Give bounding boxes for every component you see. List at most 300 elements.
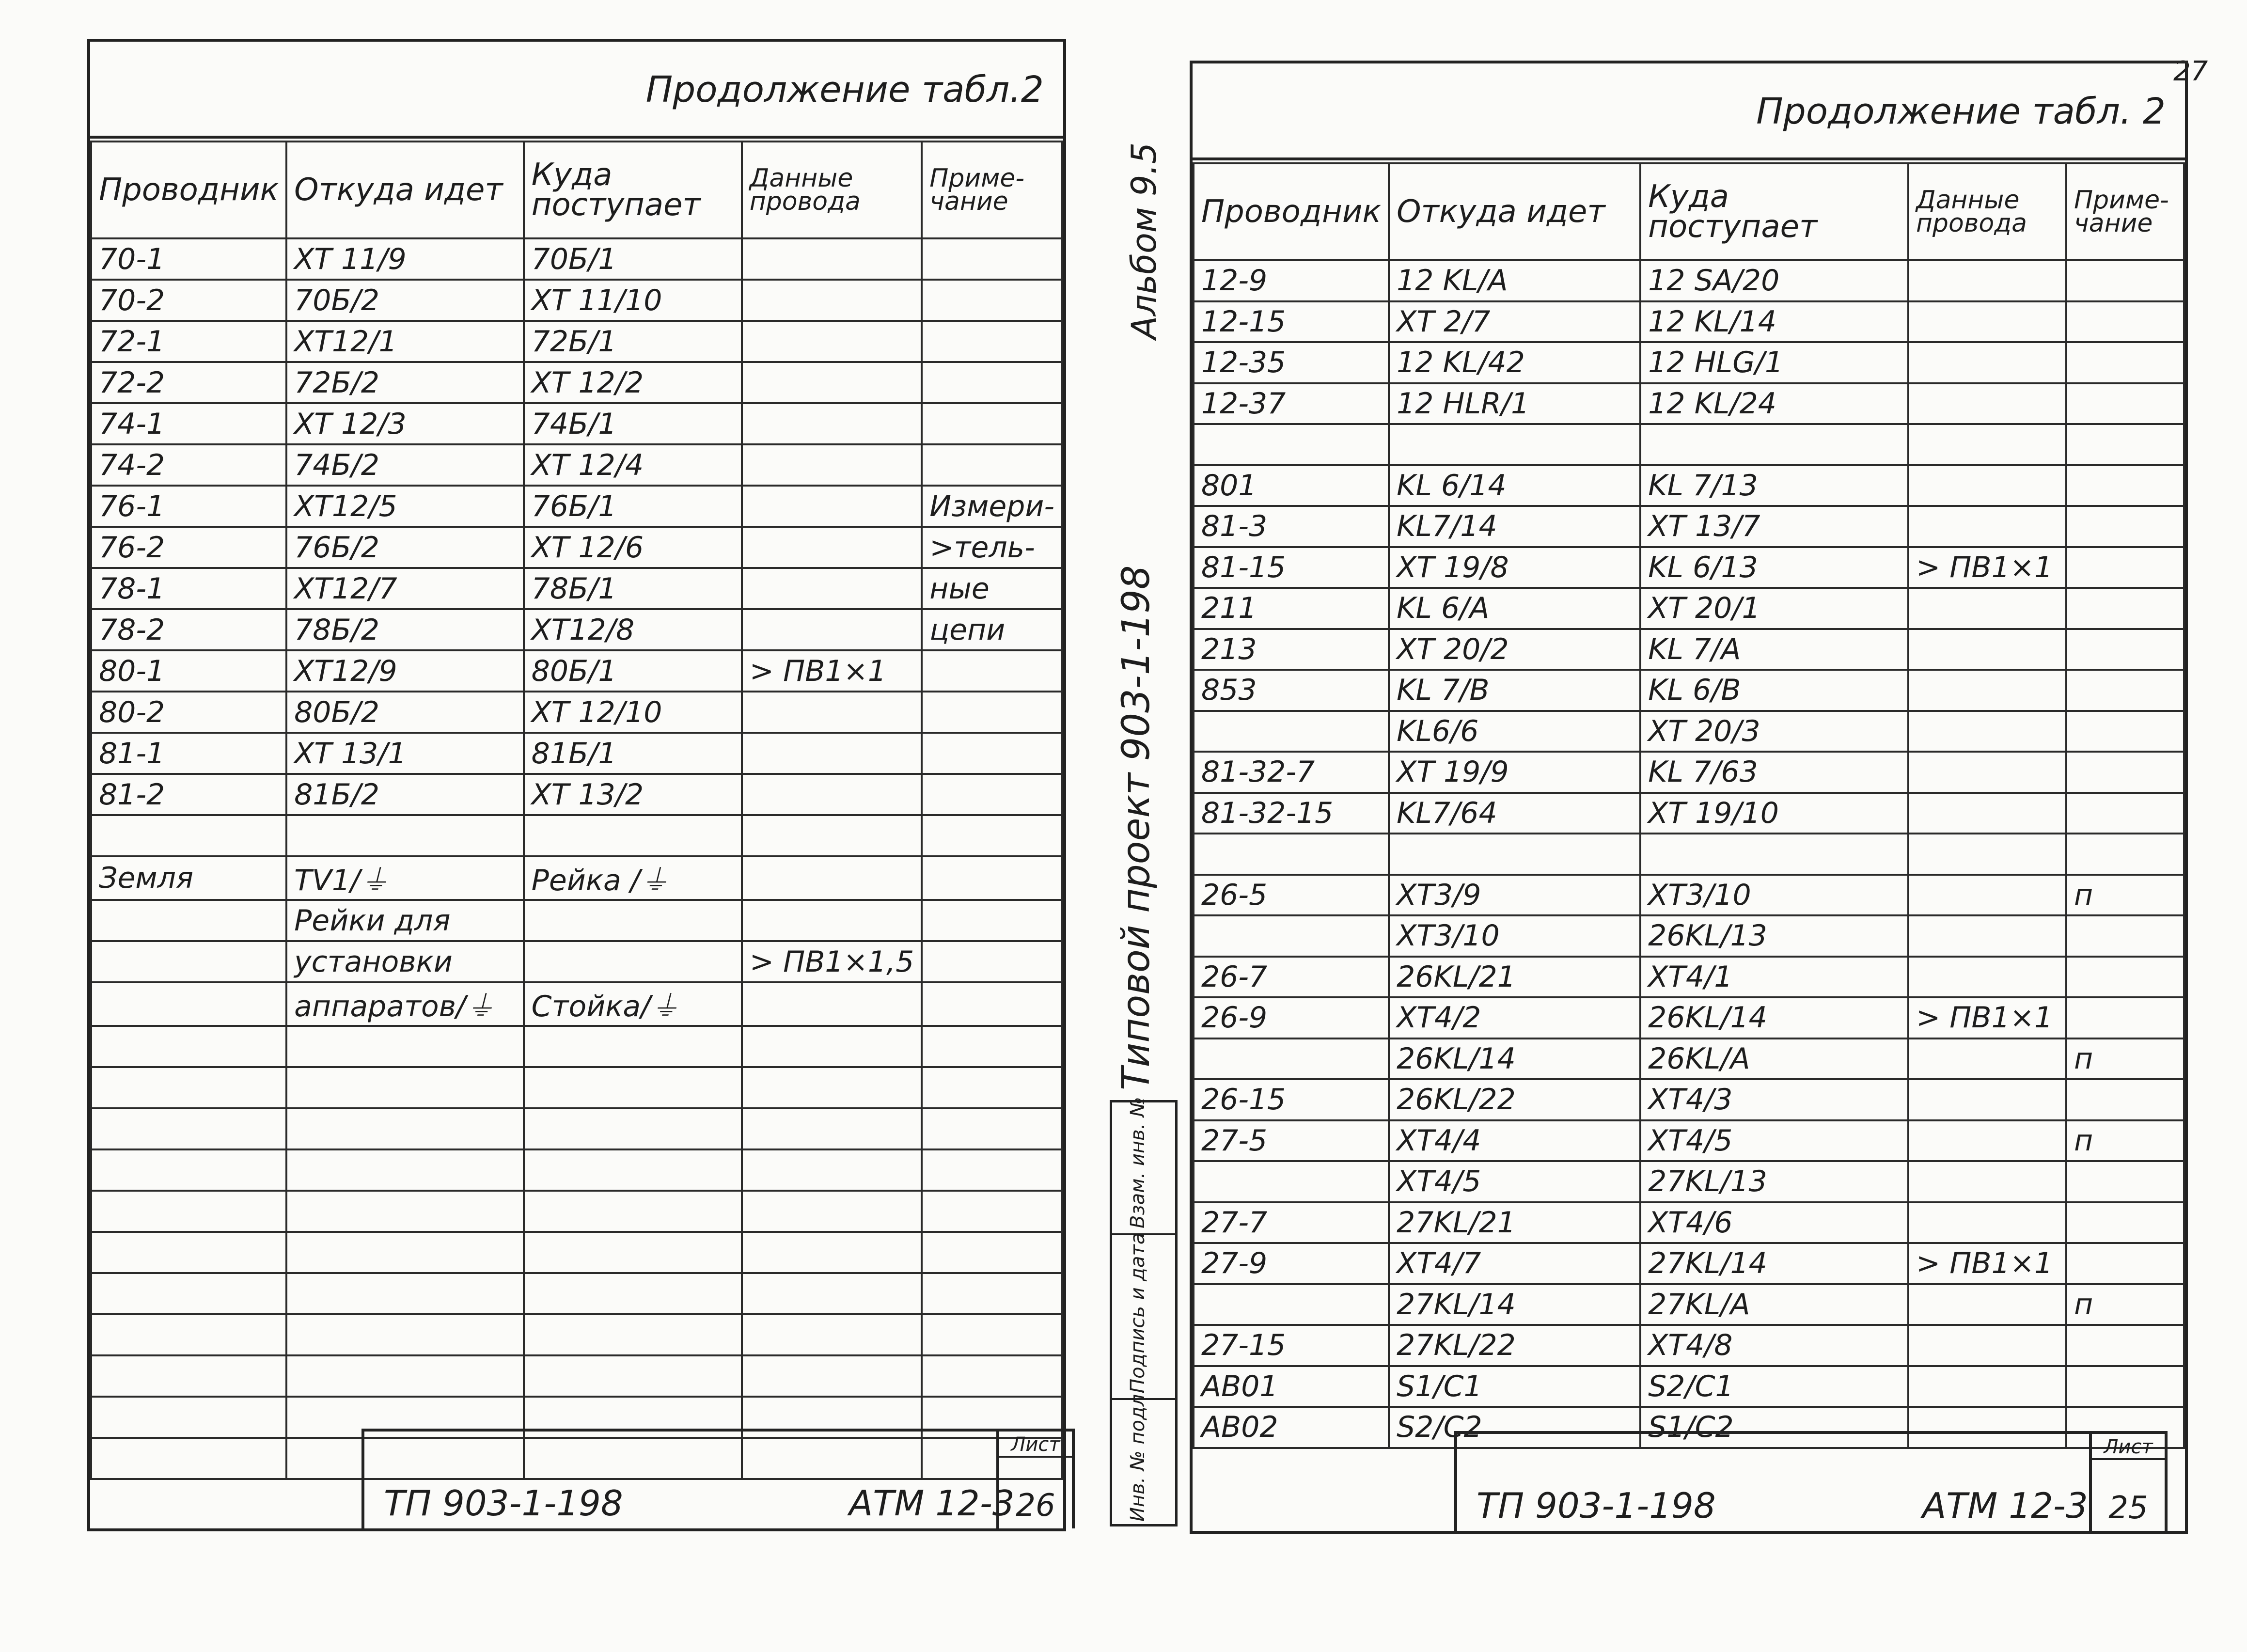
to-cell: XT 13/2: [524, 774, 742, 815]
strip-cell-original: [1112, 1388, 1175, 1526]
note-cell: [2066, 1079, 2184, 1120]
strip-cell-replacement: [1112, 1097, 1175, 1235]
conductor-cell: [1194, 1038, 1389, 1080]
from-cell: [1389, 834, 1640, 875]
right-sheet-number: 25: [2108, 1490, 2148, 1526]
spine-project-label: Типовой проект 903-1-198: [1115, 565, 1158, 1090]
note-cell: [2066, 301, 2184, 343]
conductor-cell: AB01: [1194, 1366, 1389, 1407]
to-cell: 26KL/13: [1640, 915, 1908, 957]
to-cell: [524, 815, 742, 856]
note-cell: [2066, 670, 2184, 711]
note-cell: [922, 444, 1062, 486]
table-row: [91, 1355, 1062, 1397]
to-cell: [524, 1314, 742, 1355]
to-cell: XT 12/6: [524, 527, 742, 568]
wire-data-cell: [742, 774, 922, 815]
from-cell: KL7/14: [1389, 506, 1640, 547]
table-row: [91, 568, 1062, 609]
table-row: [91, 941, 1062, 982]
from-cell: 27KL/21: [1389, 1202, 1640, 1243]
note-cell: [2066, 997, 2184, 1038]
from-cell: XT 2/7: [1389, 301, 1640, 343]
from-cell: [286, 1026, 524, 1067]
table-row: [91, 527, 1062, 568]
conductor-cell: [1194, 424, 1389, 465]
to-cell: XT 12/4: [524, 444, 742, 486]
from-cell: [286, 1191, 524, 1232]
conductor-cell: [91, 1191, 286, 1232]
table-row: [1194, 1161, 2184, 1202]
conductor-cell: 26-9: [1194, 997, 1389, 1038]
to-cell: S1/C2: [1640, 1407, 1908, 1448]
to-cell: XT4/3: [1640, 1079, 1908, 1120]
table-row: [91, 362, 1062, 403]
wire-data-cell: [1908, 506, 2066, 547]
to-cell: [524, 1026, 742, 1067]
wire-data-cell: > ПВ1×1: [1908, 1243, 2066, 1284]
to-cell: [524, 1108, 742, 1149]
conductor-cell: Земля: [91, 856, 286, 900]
table-row: [1194, 301, 2184, 343]
note-cell: [2066, 465, 2184, 506]
table-row: [1194, 506, 2184, 547]
note-cell: [922, 1067, 1062, 1108]
wire-data-cell: [742, 733, 922, 774]
conductor-cell: 81-2: [91, 774, 286, 815]
right-title-rule: [1193, 157, 2185, 160]
right-page: [1190, 61, 2188, 1534]
conductor-cell: 801: [1194, 465, 1389, 506]
to-cell: [524, 941, 742, 982]
note-cell: [922, 321, 1062, 362]
wire-data-cell: [1908, 260, 2066, 301]
from-cell: S2/C2: [1389, 1407, 1640, 1448]
right-header-row: [1194, 163, 2184, 260]
table-row: [91, 321, 1062, 362]
table-row: [1194, 342, 2184, 383]
wire-data-cell: [1908, 1161, 2066, 1202]
header-note: Приме- чание: [2066, 163, 2184, 260]
note-cell: [2066, 957, 2184, 998]
header-conductor: Проводник: [91, 142, 286, 238]
wire-data-cell: [742, 280, 922, 321]
wire-data-cell: [1908, 629, 2066, 670]
right-continuation-title: Продолжение табл. 2: [1756, 91, 2166, 132]
to-cell: [524, 1191, 742, 1232]
note-cell: [922, 692, 1062, 733]
to-cell: XT4/5: [1640, 1120, 1908, 1162]
note-cell: [922, 1026, 1062, 1067]
note-cell: п: [2066, 1038, 2184, 1080]
conductor-cell: 81-32-15: [1194, 793, 1389, 834]
conductor-cell: 12-35: [1194, 342, 1389, 383]
to-cell: KL 6/B: [1640, 670, 1908, 711]
wire-data-cell: [1908, 875, 2066, 916]
note-cell: п: [2066, 875, 2184, 916]
table-row: [1194, 915, 2184, 957]
note-cell: Измери-: [922, 486, 1062, 527]
wire-data-cell: [1908, 1079, 2066, 1120]
from-cell: XT 11/9: [286, 238, 524, 280]
from-cell: XT12/1: [286, 321, 524, 362]
to-cell: XT 20/1: [1640, 588, 1908, 629]
wire-data-cell: [1908, 915, 2066, 957]
conductor-cell: [91, 900, 286, 941]
table-row: [91, 1149, 1062, 1191]
conductor-cell: 27-5: [1194, 1120, 1389, 1162]
to-cell: [524, 1232, 742, 1273]
left-stamp-project: ТП 903-1-198: [384, 1483, 623, 1524]
header-wire-data: Данные провода: [1908, 163, 2066, 260]
left-header-row: [91, 142, 1062, 238]
wire-data-cell: [742, 403, 922, 444]
from-cell: 26KL/22: [1389, 1079, 1640, 1120]
conductor-cell: [91, 1355, 286, 1397]
from-cell: [286, 1232, 524, 1273]
to-cell: 26KL/A: [1640, 1038, 1908, 1080]
table-row: [91, 280, 1062, 321]
from-cell: 74Б/2: [286, 444, 524, 486]
note-cell: [2066, 1202, 2184, 1243]
from-cell: 81Б/2: [286, 774, 524, 815]
note-cell: [922, 856, 1062, 900]
from-cell: 12 KL/A: [1389, 260, 1640, 301]
from-cell: KL6/6: [1389, 711, 1640, 752]
header-conductor: Проводник: [1194, 163, 1389, 260]
from-cell: [286, 1067, 524, 1108]
strip-label-replacement: Взам. инв. №: [1127, 1097, 1149, 1228]
header-wire-data: Данные провода: [742, 142, 922, 238]
to-cell: Рейка /⏚: [524, 856, 742, 900]
table-row: [91, 1273, 1062, 1314]
from-cell: S1/C1: [1389, 1366, 1640, 1407]
wire-data-cell: [1908, 383, 2066, 425]
note-cell: >тель-: [922, 527, 1062, 568]
strip-cell-signature: [1112, 1233, 1175, 1400]
conductor-cell: [91, 1397, 286, 1438]
note-cell: [922, 733, 1062, 774]
note-cell: [2066, 793, 2184, 834]
to-cell: 80Б/1: [524, 650, 742, 692]
table-row: [91, 733, 1062, 774]
wire-data-cell: [742, 1232, 922, 1273]
from-cell: XT4/4: [1389, 1120, 1640, 1162]
note-cell: [922, 941, 1062, 982]
to-cell: Стойка/⏚: [524, 982, 742, 1026]
wire-data-cell: [1908, 957, 2066, 998]
wire-data-cell: [742, 238, 922, 280]
note-cell: [2066, 915, 2184, 957]
strip-label-original: Инв. № подл.: [1127, 1388, 1149, 1522]
table-row: [91, 1232, 1062, 1273]
from-cell: 72Б/2: [286, 362, 524, 403]
table-row: [1194, 424, 2184, 465]
wire-data-cell: [1908, 1284, 2066, 1325]
conductor-cell: [91, 1438, 286, 1479]
conductor-cell: 12-9: [1194, 260, 1389, 301]
from-cell: 26KL/21: [1389, 957, 1640, 998]
wire-data-cell: [1908, 1120, 2066, 1162]
to-cell: XT4/8: [1640, 1325, 1908, 1366]
from-cell: [286, 1108, 524, 1149]
wire-data-cell: [742, 444, 922, 486]
to-cell: 27KL/14: [1640, 1243, 1908, 1284]
spine-album-label: Альбом 9.5: [1124, 142, 1164, 339]
wire-data-cell: [742, 609, 922, 650]
conductor-cell: 74-1: [91, 403, 286, 444]
right-title-block: [1454, 1431, 2168, 1531]
to-cell: [1640, 424, 1908, 465]
header-from: Откуда идет: [286, 142, 524, 238]
from-cell: XT 12/3: [286, 403, 524, 444]
wire-data-cell: [1908, 670, 2066, 711]
note-cell: [2066, 342, 2184, 383]
right-stamp-code: АТМ 12-3: [1922, 1485, 2088, 1526]
conductor-cell: [91, 941, 286, 982]
note-cell: [2066, 424, 2184, 465]
table-row: [1194, 465, 2184, 506]
left-sheet-box: [996, 1432, 1072, 1528]
to-cell: XT3/10: [1640, 875, 1908, 916]
table-row: [1194, 1120, 2184, 1162]
to-cell: XT4/6: [1640, 1202, 1908, 1243]
table-row: [1194, 1202, 2184, 1243]
table-row: [1194, 1079, 2184, 1120]
left-sheet-number: 26: [1016, 1488, 1055, 1524]
from-cell: KL 7/B: [1389, 670, 1640, 711]
from-cell: [286, 1273, 524, 1314]
table-row: [1194, 1038, 2184, 1080]
wire-data-cell: [1908, 711, 2066, 752]
left-sheet-label: Лист: [999, 1433, 1072, 1458]
wire-data-cell: [1908, 424, 2066, 465]
from-cell: XT4/2: [1389, 997, 1640, 1038]
from-cell: [1389, 424, 1640, 465]
table-row: [1194, 629, 2184, 670]
note-cell: [2066, 1366, 2184, 1407]
left-wiring-table: [90, 141, 1063, 1480]
note-cell: [922, 403, 1062, 444]
table-row: [91, 1314, 1062, 1355]
to-cell: 81Б/1: [524, 733, 742, 774]
from-cell: 80Б/2: [286, 692, 524, 733]
page-number: 27: [2173, 56, 2208, 87]
wire-data-cell: [1908, 1325, 2066, 1366]
from-cell: [286, 815, 524, 856]
table-row: [1194, 875, 2184, 916]
table-row: [91, 692, 1062, 733]
right-wiring-table: [1193, 162, 2185, 1449]
wire-data-cell: [1908, 465, 2066, 506]
note-cell: цепи: [922, 609, 1062, 650]
header-note: Приме- чание: [922, 142, 1062, 238]
from-cell: XT 20/2: [1389, 629, 1640, 670]
from-cell: XT12/9: [286, 650, 524, 692]
wire-data-cell: [742, 1149, 922, 1191]
note-cell: [2066, 588, 2184, 629]
table-row: [91, 1191, 1062, 1232]
conductor-cell: 78-2: [91, 609, 286, 650]
table-row: [1194, 1243, 2184, 1284]
table-row: [91, 774, 1062, 815]
from-cell: XT 19/8: [1389, 547, 1640, 588]
conductor-cell: [91, 1149, 286, 1191]
conductor-cell: 70-1: [91, 238, 286, 280]
note-cell: [922, 1273, 1062, 1314]
from-cell: установки: [286, 941, 524, 982]
table-row: [91, 1067, 1062, 1108]
note-cell: [922, 1355, 1062, 1397]
to-cell: XT 12/2: [524, 362, 742, 403]
conductor-cell: 76-1: [91, 486, 286, 527]
note-cell: [2066, 506, 2184, 547]
wire-data-cell: [1908, 834, 2066, 875]
to-cell: XT4/1: [1640, 957, 1908, 998]
table-row: [91, 815, 1062, 856]
to-cell: XT 13/7: [1640, 506, 1908, 547]
wire-data-cell: > ПВ1×1: [742, 650, 922, 692]
note-cell: [922, 1108, 1062, 1149]
to-cell: 26KL/14: [1640, 997, 1908, 1038]
from-cell: KL7/64: [1389, 793, 1640, 834]
conductor-cell: 70-2: [91, 280, 286, 321]
note-cell: [922, 815, 1062, 856]
wire-data-cell: [1908, 588, 2066, 629]
note-cell: [922, 280, 1062, 321]
note-cell: [922, 1314, 1062, 1355]
to-cell: 12 HLG/1: [1640, 342, 1908, 383]
header-to: Куда поступает: [1640, 163, 1908, 260]
note-cell: [922, 774, 1062, 815]
wire-data-cell: [742, 1191, 922, 1232]
conductor-cell: 80-2: [91, 692, 286, 733]
table-row: [91, 444, 1062, 486]
conductor-cell: [1194, 711, 1389, 752]
to-cell: KL 7/63: [1640, 752, 1908, 793]
to-cell: 70Б/1: [524, 238, 742, 280]
left-title-rule: [90, 136, 1063, 139]
wire-data-cell: [742, 527, 922, 568]
wire-data-cell: > ПВ1×1: [1908, 997, 2066, 1038]
note-cell: п: [2066, 1120, 2184, 1162]
table-row: [91, 1026, 1062, 1067]
from-cell: XT4/5: [1389, 1161, 1640, 1202]
note-cell: [922, 1149, 1062, 1191]
wire-data-cell: [1908, 793, 2066, 834]
conductor-cell: 213: [1194, 629, 1389, 670]
conductor-cell: 853: [1194, 670, 1389, 711]
note-cell: [922, 1232, 1062, 1273]
wire-data-cell: [742, 486, 922, 527]
conductor-cell: 78-1: [91, 568, 286, 609]
conductor-cell: [91, 815, 286, 856]
left-continuation-title: Продолжение табл.2: [645, 69, 1044, 110]
left-stamp-code: АТМ 12-3: [849, 1483, 1015, 1524]
note-cell: п: [2066, 1284, 2184, 1325]
conductor-cell: [91, 982, 286, 1026]
conductor-cell: [91, 1026, 286, 1067]
note-cell: [2066, 752, 2184, 793]
note-cell: [2066, 834, 2184, 875]
to-cell: 12 SA/20: [1640, 260, 1908, 301]
from-cell: [286, 1149, 524, 1191]
wire-data-cell: [1908, 342, 2066, 383]
conductor-cell: 76-2: [91, 527, 286, 568]
conductor-cell: [1194, 1161, 1389, 1202]
conductor-cell: 27-9: [1194, 1243, 1389, 1284]
table-row: [1194, 1284, 2184, 1325]
conductor-cell: 12-15: [1194, 301, 1389, 343]
table-row: [91, 238, 1062, 280]
from-cell: 27KL/22: [1389, 1325, 1640, 1366]
from-cell: Рейки для: [286, 900, 524, 941]
table-row: [91, 982, 1062, 1026]
to-cell: XT 19/10: [1640, 793, 1908, 834]
from-cell: 78Б/2: [286, 609, 524, 650]
conductor-cell: [1194, 834, 1389, 875]
from-cell: XT3/9: [1389, 875, 1640, 916]
conductor-cell: 26-15: [1194, 1079, 1389, 1120]
note-cell: [2066, 629, 2184, 670]
to-cell: 12 KL/24: [1640, 383, 1908, 425]
conductor-cell: 81-1: [91, 733, 286, 774]
table-row: [1194, 957, 2184, 998]
conductor-cell: [91, 1273, 286, 1314]
wire-data-cell: [742, 362, 922, 403]
from-cell: 27KL/14: [1389, 1284, 1640, 1325]
wire-data-cell: [742, 856, 922, 900]
from-cell: XT12/5: [286, 486, 524, 527]
to-cell: XT12/8: [524, 609, 742, 650]
right-stamp-project: ТП 903-1-198: [1477, 1485, 1716, 1526]
table-row: [91, 650, 1062, 692]
table-row: [1194, 1366, 2184, 1407]
from-cell: XT4/7: [1389, 1243, 1640, 1284]
wire-data-cell: [742, 1026, 922, 1067]
from-cell: KL 6/14: [1389, 465, 1640, 506]
from-cell: 26KL/14: [1389, 1038, 1640, 1080]
wire-data-cell: [742, 321, 922, 362]
to-cell: S2/C1: [1640, 1366, 1908, 1407]
to-cell: 72Б/1: [524, 321, 742, 362]
from-cell: 70Б/2: [286, 280, 524, 321]
conductor-cell: 27-15: [1194, 1325, 1389, 1366]
conductor-cell: 72-2: [91, 362, 286, 403]
wire-data-cell: > ПВ1×1,5: [742, 941, 922, 982]
note-cell: [922, 982, 1062, 1026]
approval-strip: [1110, 1097, 1178, 1526]
to-cell: 78Б/1: [524, 568, 742, 609]
conductor-cell: [91, 1232, 286, 1273]
from-cell: XT 13/1: [286, 733, 524, 774]
to-cell: 76Б/1: [524, 486, 742, 527]
from-cell: 12 HLR/1: [1389, 383, 1640, 425]
table-row: [91, 856, 1062, 900]
to-cell: 12 KL/14: [1640, 301, 1908, 343]
wire-data-cell: [1908, 1366, 2066, 1407]
wire-data-cell: [1908, 1038, 2066, 1080]
header-from: Откуда идет: [1389, 163, 1640, 260]
wire-data-cell: [742, 1067, 922, 1108]
table-row: [91, 403, 1062, 444]
to-cell: 27KL/A: [1640, 1284, 1908, 1325]
conductor-cell: 81-15: [1194, 547, 1389, 588]
wire-data-cell: [742, 1273, 922, 1314]
table-row: [1194, 547, 2184, 588]
header-to: Куда поступает: [524, 142, 742, 238]
from-cell: 76Б/2: [286, 527, 524, 568]
